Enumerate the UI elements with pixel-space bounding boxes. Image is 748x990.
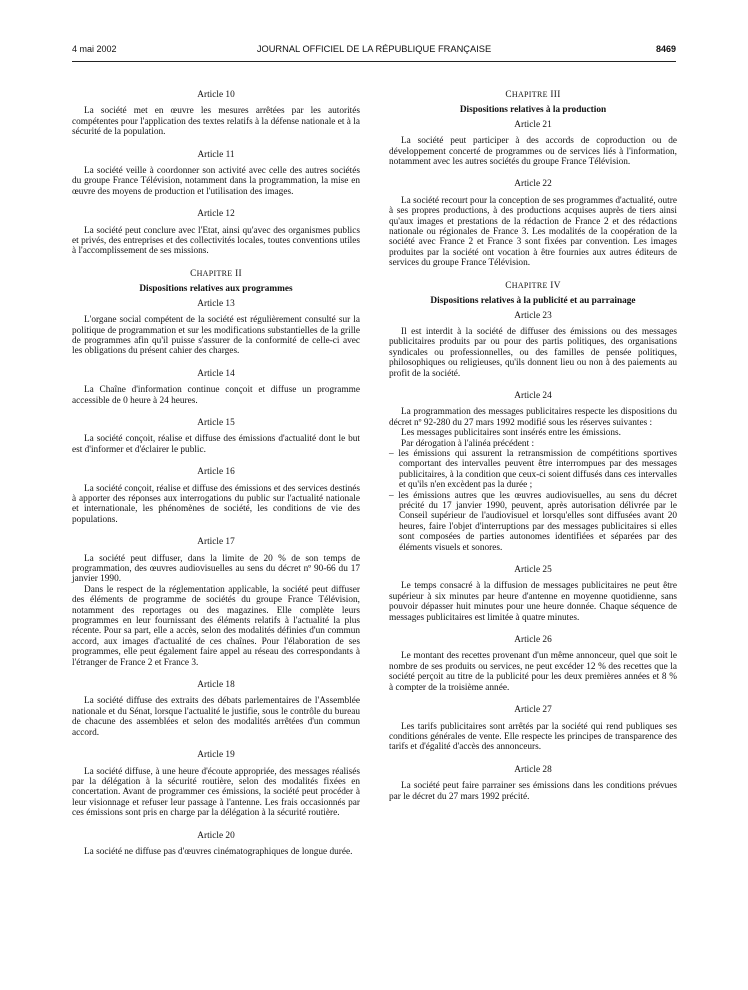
chapter-number: IV xyxy=(550,280,561,291)
article-19 xyxy=(72,750,360,818)
article-title: Article 10 xyxy=(197,90,235,100)
article-title: Article 26 xyxy=(514,635,552,646)
article-text: La Chaîne d'information continue conçoit et diffuse un programme accessible de 0 heure à 24 heures. xyxy=(72,385,360,406)
article-text: Les tarifs publicitaires sont arrêtés par la société qui rend publiques ses conditions générales de vente. Elle respecte les principes de transparence des tarifs et d'égalité d'accès des annonceurs. xyxy=(389,721,677,753)
article-text: Le montant des recettes provenant d'un même annonceur, quel que soit le nombre de ses produits ou services, ne peut excéder 12 % des recettes que la société perçoit au titre de la publicité pour les deux premières années et 8 % à compter de la troisième année. xyxy=(389,651,677,693)
article-text: La société conçoit, réalise et diffuse des émissions d'actualité dont le but est d'informer et d'éclairer le public. xyxy=(72,434,360,455)
header-title: JOURNAL OFFICIEL DE LA RÉPUBLIQUE FRANÇAISE xyxy=(256,44,492,54)
page-header xyxy=(72,44,676,58)
article-text: La société veille à coordonner son activité avec celle des autres sociétés du groupe France Télévision, notamment dans la programmation, la mise en œuvre des moyens de production et l'utilisation des images. xyxy=(72,166,360,197)
article-23 xyxy=(389,311,677,379)
chapter-word: HAPITRE xyxy=(511,280,548,290)
article-text: La société ne diffuse pas d'œuvres cinématographiques de longue durée. xyxy=(84,846,353,857)
article-17 xyxy=(72,537,360,668)
article-12 xyxy=(72,209,360,257)
article-title: Article 20 xyxy=(197,830,235,841)
chapter-title: Dispositions relatives à la production xyxy=(459,105,607,116)
article-18 xyxy=(72,680,360,738)
article-text: Le temps consacré à la diffusion de messages publicitaires ne peut être supérieur à six minutes par heure d'antenne en moyenne quotidienne, sans pouvoir dépasser huit minutes pour une heure donnée. Chaque séquence de messages publicitaires est limitée à quatre minutes. xyxy=(389,581,677,623)
article-text: Il est interdit à la société de diffuser des émissions ou des messages publicitaires produits par ou pour des partis politiques, des organisations syndicales ou professionnelles, ou des familles de pensée politiques, philosophiques ou religieuses, qu'ils donnent lieu ou non à des paiements au profit de la société. xyxy=(389,326,677,379)
chapter-heading xyxy=(389,281,677,291)
article-21 xyxy=(389,120,677,168)
chapter-2 xyxy=(72,269,360,295)
article-text: Dans le respect de la réglementation applicable, la société peut diffuser des éléments de programme de sociétés du groupe France Télévision, notamment des reportages ou des magazines. Elle complète leurs programmes en leur fournissant des éléments relatifs à l'actualité la plus récente. Pour sa part, elle a accès, selon des modalités définies d'un commun accord, aux images d'actualité de ces chaînes. Pour l'élaboration de ses programmes, elle peut également faire appel au réseau des correspondants à l'étranger de France 2 et France 3. xyxy=(72,584,360,668)
chapter-number: II xyxy=(235,268,242,279)
article-title: Article 25 xyxy=(514,565,552,576)
article-title: Article 21 xyxy=(514,119,552,130)
article-25 xyxy=(389,565,677,623)
chapter-word: HAPITRE xyxy=(511,90,548,99)
article-title: Article 15 xyxy=(197,417,235,428)
article-text: La société peut participer à des accords de coproduction ou de développement concerté de programmes ou de services liés à l'information, notamment avec les autres sociétés du groupe France Télévision. xyxy=(389,136,677,168)
chapter-4 xyxy=(389,281,677,307)
chapter-heading xyxy=(72,269,360,279)
right-column xyxy=(389,90,677,802)
article-text: La société diffuse des extraits des débats parlementaires de l'Assemblée nationale et du Sénat, lorsque l'actualité le justifie, sous le contrôle du bureau de chacune des assemblées et selon des modalités arrêtées d'un commun accord. xyxy=(72,696,360,738)
article-text: L'organe social compétent de la société est régulièrement consulté sur la politique de programmation et sur les modifications substantielles de la grille de programmes afin qu'il puisse s'assurer de la conformité de celle-ci avec les obligations du présent cahier des charges. xyxy=(72,315,360,357)
article-text: Les messages publicitaires sont insérés entre les émissions. xyxy=(401,428,621,439)
left-column xyxy=(72,90,360,857)
article-title: Article 16 xyxy=(197,467,235,478)
article-text: La programmation des messages publicitaires respecte les dispositions du décret nº 92-280 du 27 mars 1992 modifié sous les réserves suivantes : xyxy=(389,407,677,428)
article-title: Article 14 xyxy=(197,368,235,379)
article-10 xyxy=(72,90,360,138)
article-11 xyxy=(72,150,360,198)
article-text: Par dérogation à l'alinéa précédent : xyxy=(401,438,535,449)
list-item: – les émissions autres que les œuvres audiovisuelles, au sens du décret précité du 17 janvier 1990, peuvent, après autorisation délivrée par le Conseil supérieur de l'audiovisuel et lorsqu'elles sont diffusées avant 20 heures, faire l'objet d'interruptions par des messages publicitaires si elles sont composées de parties autonomes identifiées et séparées par des éléments visuels et sonores. xyxy=(389,490,677,553)
article-title: Article 23 xyxy=(514,310,552,321)
article-20 xyxy=(72,831,360,858)
article-title: Article 27 xyxy=(514,705,552,716)
article-title: Article 11 xyxy=(197,149,235,160)
chapter-3 xyxy=(389,90,677,116)
chapter-heading xyxy=(389,90,677,100)
article-15 xyxy=(72,418,360,455)
chapter-title: Dispositions relatives aux programmes xyxy=(139,284,293,295)
article-28 xyxy=(389,765,677,802)
article-title: Article 19 xyxy=(197,750,235,761)
article-13 xyxy=(72,299,360,357)
list-item: – les émissions qui assurent la retransmission de compétitions sportives comportant des intervalles peuvent être interrompues par des messages publicitaires, à la condition que ceux-ci soient diffusés dans ces intervalles et qu'ils n'en excèdent pas la durée ; xyxy=(389,448,677,491)
article-text: La société conçoit, réalise et diffuse des émissions et des services destinés à apporter des réponses aux interrogations du public sur l'actualité nationale et internationale, les phénomènes de société, les conditions de vie des populations. xyxy=(72,483,360,525)
article-text: La société recourt pour la conception de ses programmes d'actualité, outre à ses propres productions, à des productions acquises auprès de tiers ainsi qu'aux images et prestations de la rédaction de France 2 et des rédactions nationale ou régionales de France 3. Les modalités de la coopération de la société avec France 2 et France 3 sont fixées par convention. Les images produites par la société ont vocation à être fournies aux autres éditeurs de services du groupe France Télévision. xyxy=(389,195,677,269)
article-14 xyxy=(72,369,360,406)
article-title: Article 24 xyxy=(514,390,552,401)
chapter-initial: C xyxy=(190,268,197,279)
article-22 xyxy=(389,179,677,268)
page-number: 8469 xyxy=(655,44,676,54)
article-title: Article 28 xyxy=(514,764,552,775)
article-title: Article 18 xyxy=(197,680,235,691)
article-text: La société peut diffuser, dans la limite de 20 % de son temps de programmation, des œuvres audiovisuelles au sens du décret nº 90-66 du 17 janvier 1990. xyxy=(72,553,360,585)
article-text: La société peut conclure avec l'Etat, ainsi qu'avec des organismes publics et privés, des entreprises et des collectivités locales, toutes conventions utiles à l'accomplissement de ses missions. xyxy=(72,225,360,257)
article-text: La société met en œuvre les mesures arrêtées par les autorités compétentes pour l'application des textes relatifs à la défense nationale et à la sécurité de la population. xyxy=(72,106,360,138)
header-rule xyxy=(72,61,676,62)
article-title: Article 12 xyxy=(197,209,235,220)
header-date: 4 mai 2002 xyxy=(72,44,117,54)
article-text: La société diffuse, à une heure d'écoute appropriée, des messages réalisés par la délégation à la sécurité routière, selon des modalités fixées en concertation. Avant de programmer ces émissions, la société peut procéder à leur visionnage et refuser leur passage à l'antenne. Les frais occasionnés par ces émissions sont pris en charge par la délégation à la sécurité routière. xyxy=(72,766,360,819)
article-text: La société peut faire parrainer ses émissions dans les conditions prévues par le décret du 27 mars 1992 précité. xyxy=(389,781,677,802)
chapter-title: Dispositions relatives à la publicité et au parrainage xyxy=(430,296,636,307)
article-24 xyxy=(389,391,677,553)
article-26 xyxy=(389,635,677,693)
article-title: Article 17 xyxy=(197,537,235,548)
chapter-initial: C xyxy=(505,280,512,291)
article-27 xyxy=(389,705,677,753)
article-16 xyxy=(72,467,360,525)
article-title: Article 22 xyxy=(514,179,552,190)
chapter-number: III xyxy=(550,90,561,100)
chapter-word: HAPITRE xyxy=(196,268,233,278)
chapter-initial: C xyxy=(505,90,512,100)
article-title: Article 13 xyxy=(197,298,235,309)
